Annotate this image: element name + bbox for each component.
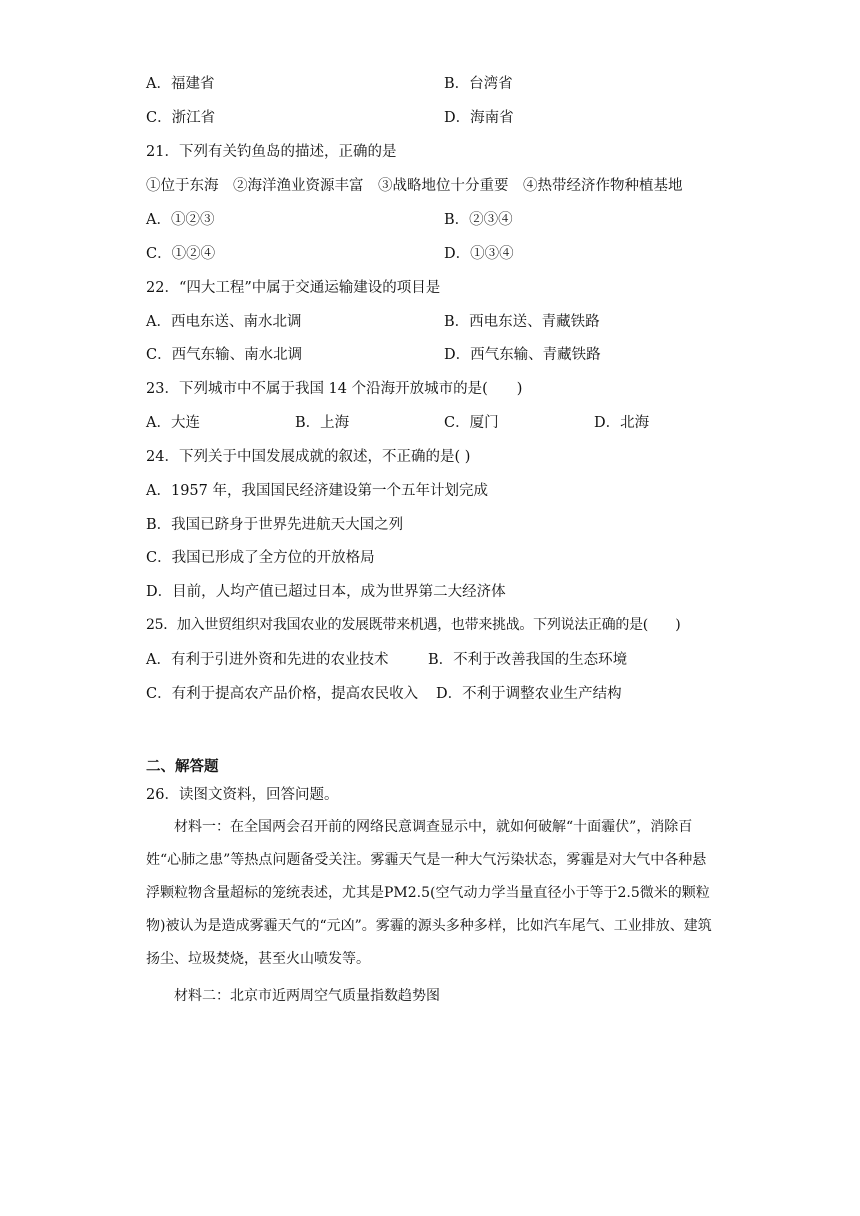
q24-option-d: D．目前，人均产值已超过日本，成为世界第二大经济体: [146, 584, 506, 600]
q25-option-a: A．有利于引进外资和先进的农业技术: [146, 652, 389, 668]
q22-stem: 22．“四大工程”中属于交通运输建设的项目是: [146, 280, 441, 296]
q20-option-c: C．浙江省: [146, 110, 216, 126]
section-title: 二、解答题: [146, 758, 219, 775]
q21-stem: 21．下列有关钓鱼岛的描述，正确的是: [146, 144, 397, 160]
q24-option-c: C．我国已形成了全方位的开放格局: [146, 550, 375, 566]
q26-stem: 26．读图文资料，回答问题。: [146, 787, 339, 803]
q24-option-a: A．1957 年，我国国民经济建设第一个五年计划完成: [146, 483, 488, 499]
q23-option-a: A．大连: [146, 415, 200, 431]
q22-option-a: A．西电东送、南水北调: [146, 314, 302, 330]
q25-option-b: B．不利于改善我国的生态环境: [428, 652, 628, 668]
q21-option-d: D．①③④: [444, 246, 514, 262]
q24-stem: 24．下列关于中国发展成就的叙述，不正确的是( ): [146, 449, 471, 465]
q20-option-b: B．台湾省: [444, 76, 513, 92]
q23-option-b: B．上海: [295, 415, 350, 431]
q22-option-c: C．西气东输、南水北调: [146, 347, 303, 363]
q23-option-d: D．北海: [594, 415, 650, 431]
q20-option-a: A．福建省: [146, 76, 215, 92]
q21-option-b: B．②③④: [444, 212, 513, 228]
q21-option-a: A．①②③: [146, 212, 215, 228]
q22-option-d: D．西气东输、青藏铁路: [444, 347, 601, 363]
q20-option-d: D．海南省: [444, 110, 514, 126]
q25-option-d: D．不利于调整农业生产结构: [436, 686, 622, 702]
q26-material-2: 材料二：北京市近两周空气质量指数趋势图: [174, 988, 440, 1004]
q23-stem: 23．下列城市中不属于我国 14 个沿海开放城市的是( ): [146, 381, 523, 397]
q26-material-1: 材料一：在全国两会召开前的网络民意调查显示中，就如何破解“十面霾伏”，消除百姓“心肺之患”等热点问题备受关注。雾霾天气是一种大气污染状态，雾霾是对大气中各种悬浮颗粒物含量超标的笼统表述，尤其是PM2.5(空气动力学当量直径小于等于2.5微米的颗粒物)被认为是造成雾霾天气的“元凶”。雾霾的源头多种多样，比如汽车尾气、工业排放、建筑扬尘、垃圾焚烧，甚至火山喷发等。: [146, 819, 712, 967]
q25-option-c: C．有利于提高农产品价格，提高农民收入: [146, 686, 419, 702]
q24-option-b: B．我国已跻身于世界先进航天大国之列: [146, 517, 404, 533]
q21-option-c: C．①②④: [146, 246, 216, 262]
q23-option-c: C．厦门: [444, 415, 499, 431]
q22-option-b: B．西电东送、青藏铁路: [444, 314, 600, 330]
q21-items: ①位于东海 ②海洋渔业资源丰富 ③战略地位十分重要 ④热带经济作物种植基地: [146, 178, 683, 194]
q25-stem: 25．加入世贸组织对我国农业的发展既带来机遇，也带来挑战。下列说法正确的是( ): [146, 617, 681, 633]
